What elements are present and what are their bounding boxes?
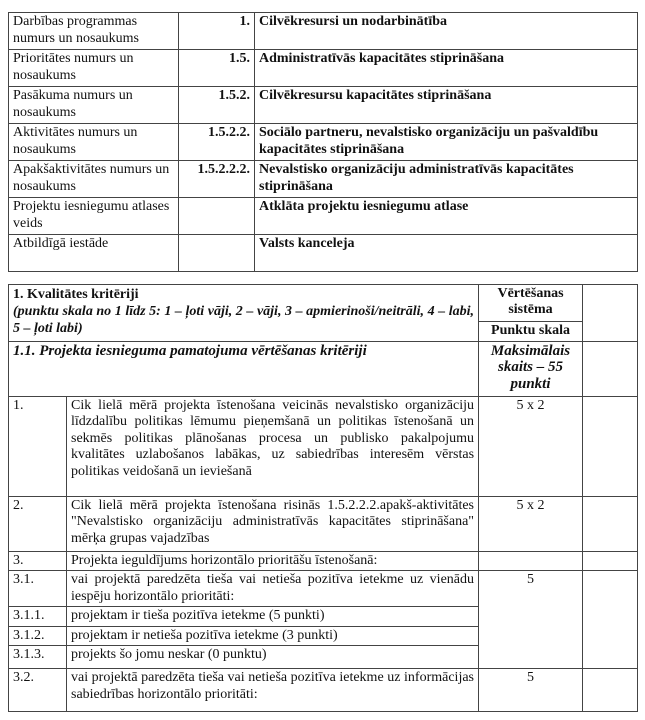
criteria-row [9,496,638,551]
criteria-points [479,551,583,571]
criteria-text: vai projektā paredzēta tieša vai netieša pozitīva ietekme uz informācijas sabiedrības horizontālo prioritāti: [67,669,479,712]
system-header: Vērtēšanas sistēma [479,285,583,322]
criteria-number: 3.1.2. [9,626,67,646]
criteria-row [9,396,638,496]
criteria-text: Cik lielā mērā projekta īstenošana veicinās nevalstisko organizāciju līdzdalību politikas lēmumu pieņemšanā un politikas īstenošanā un sekmēs politikas plānošanas procesa un publisko pakalpojumu kvalitātes uzlabošanos labākas, uz sabiedrības interesēm vērstas politikas veidošanā un ieviešanā [67,396,479,496]
info-label: Darbības programmas numurs un nosaukums [9,13,179,50]
criteria-points: 5 [479,571,583,669]
criteria-points: 5 x 2 [479,496,583,551]
criteria-text: projektam ir tieša pozitīva ietekme (5 punkti) [67,607,479,627]
info-value: Valsts kanceleja [255,235,638,272]
info-value: Atklāta projektu iesniegumu atlase [255,198,638,235]
info-label: Aktivitātes numurs un nosaukums [9,124,179,161]
info-number: 1.5. [179,50,255,87]
criteria-text: projektam ir netieša pozitīva ietekme (3 punkti) [67,626,479,646]
info-number [179,198,255,235]
criteria-text: Cik lielā mērā projekta īstenošana risinās 1.5.2.2.2.apakš-aktivitātes "Nevalstisko organizāciju administratīvās kapacitātes stiprināšana" mērķa grupas vajadzības [67,496,479,551]
info-number: 1.5.2.2.2. [179,161,255,198]
criteria-number: 3.2. [9,669,67,712]
info-row [9,124,638,161]
criteria-header-row [9,285,638,322]
criteria-number: 3.1.1. [9,607,67,627]
info-label: Prioritātes numurs un nosaukums [9,50,179,87]
scale-header: Punktu skala [479,322,583,342]
empty-cell [583,669,638,712]
criteria-number: 2. [9,496,67,551]
section-row [9,341,638,396]
info-row [9,87,638,124]
info-value: Cilvēkresursi un nodarbinātība [255,13,638,50]
info-label: Projektu iesniegumu atlases veids [9,198,179,235]
empty-cell [583,571,638,669]
info-number: 1.5.2.2. [179,124,255,161]
info-value: Administratīvās kapacitātes stiprināšana [255,50,638,87]
criteria-number: 3.1.3. [9,646,67,669]
info-value: Nevalstisko organizāciju administratīvās kapacitātes stiprināšana [255,161,638,198]
criteria-row [9,551,638,571]
info-row [9,50,638,87]
criteria-points: 5 [479,669,583,712]
empty-cell [583,551,638,571]
program-info-table [8,12,638,272]
criteria-row [9,669,638,712]
empty-cell [583,285,638,342]
empty-cell [583,341,638,396]
info-label: Atbildīgā iestāde [9,235,179,272]
criteria-number: 1. [9,396,67,496]
quality-criteria-table [8,284,638,712]
criteria-number: 3.1. [9,571,67,607]
criteria-text: vai projektā paredzēta tieša vai netieša pozitīva ietekme uz vienādu iespēju horizontālo prioritāti: [67,571,479,607]
criteria-header [9,285,479,342]
info-row [9,198,638,235]
empty-cell [583,396,638,496]
info-label: Apakšaktivitātes numurs un nosaukums [9,161,179,198]
criteria-number: 3. [9,551,67,571]
criteria-text: Projekta ieguldījums horizontālo prioritāšu īstenošanā: [67,551,479,571]
info-number: 1. [179,13,255,50]
info-value: Sociālo partneru, nevalstisko organizāciju un pašvaldību kapacitātes stiprināšana [255,124,638,161]
scale-note: (punktu skala no 1 līdz 5: 1 – ļoti vāji, 2 – vāji, 3 – apmierinoši/neitrāli, 4 – labi, 5 – ļoti labi) [13,304,475,336]
info-number: 1.5.2. [179,87,255,124]
info-row [9,161,638,198]
info-value: Cilvēkresursu kapacitātes stiprināšana [255,87,638,124]
criteria-points: 5 x 2 [479,396,583,496]
empty-cell [583,496,638,551]
criteria-text: projekts šo jomu neskar (0 punktu) [67,646,479,669]
info-number [179,235,255,272]
section-title: 1.1. Projekta iesnieguma pamatojuma vērtēšanas kritēriji [9,341,479,396]
criteria-row [9,571,638,607]
criteria-title: 1. Kvalitātes kritēriji [13,287,139,302]
info-row [9,235,638,272]
section-max: Maksimālais skaits – 55 punkti [479,341,583,396]
info-row [9,13,638,50]
info-label: Pasākuma numurs un nosaukums [9,87,179,124]
